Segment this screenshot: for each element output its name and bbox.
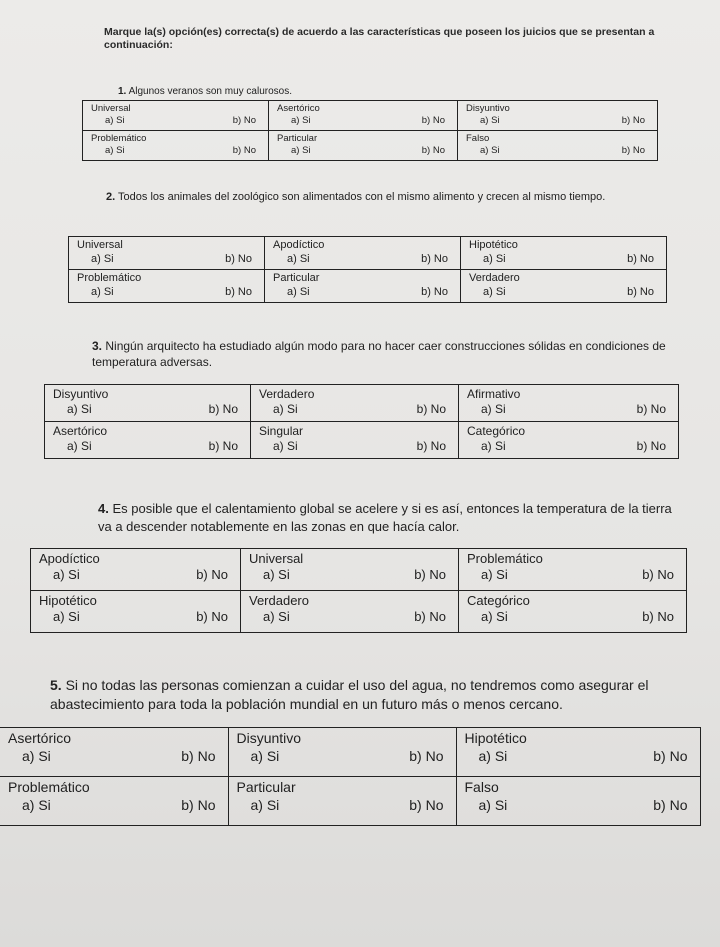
category-label: Categórico [467, 593, 530, 608]
category-label: Particular [236, 779, 296, 795]
answer-no[interactable]: b) No [232, 115, 256, 126]
answer-yes[interactable]: a) Si [67, 402, 92, 416]
category-label: Hipotético [464, 730, 527, 746]
question-text: Todos los animales del zoológico son alimentados con el mismo alimento y crecen al mismo tiempo. [118, 191, 606, 203]
answer-yes[interactable]: a) Si [250, 797, 280, 813]
category-label: Hipotético [469, 239, 518, 251]
answer-yes[interactable]: a) Si [273, 402, 298, 416]
answer-yes[interactable]: a) Si [481, 402, 506, 416]
answer-no[interactable]: b) No [409, 797, 444, 813]
answer-no[interactable]: b) No [181, 797, 216, 813]
answer-yes[interactable]: a) Si [250, 748, 280, 764]
option-cell [251, 385, 459, 422]
answer-yes[interactable]: a) Si [480, 115, 500, 126]
question-text: Algunos veranos son muy calurosos. [128, 86, 292, 97]
option-cell [269, 101, 458, 131]
answer-no[interactable]: b) No [225, 253, 252, 265]
question-number: 1. [118, 86, 127, 97]
answer-yes[interactable]: a) Si [291, 115, 311, 126]
option-cell [83, 131, 269, 161]
answer-no[interactable]: b) No [414, 609, 446, 624]
option-cell [456, 777, 700, 826]
question-1 [118, 84, 638, 100]
option-cell [31, 549, 241, 591]
answer-yes[interactable]: a) Si [291, 145, 311, 156]
answer-yes[interactable]: a) Si [478, 748, 508, 764]
category-label: Falso [464, 779, 499, 795]
question-number: 2. [106, 191, 116, 203]
option-cell [0, 728, 228, 777]
category-label: Afirmativo [467, 387, 521, 401]
option-cell [458, 131, 658, 161]
answer-no[interactable]: b) No [232, 145, 256, 156]
option-cell [83, 101, 269, 131]
category-label: Singular [259, 424, 304, 438]
options-table-3 [44, 384, 679, 459]
option-cell [459, 549, 687, 591]
answer-yes[interactable]: a) Si [53, 609, 80, 624]
option-cell [459, 385, 679, 422]
category-label: Verdadero [469, 272, 520, 284]
category-label: Asertórico [277, 103, 320, 114]
question-4 [98, 500, 688, 536]
answer-yes[interactable]: a) Si [287, 286, 310, 298]
option-cell [31, 591, 241, 633]
answer-yes[interactable]: a) Si [67, 439, 92, 453]
category-label: Particular [273, 272, 320, 284]
answer-no[interactable]: b) No [636, 402, 666, 416]
category-label: Problemático [467, 551, 543, 566]
answer-no[interactable]: b) No [621, 115, 645, 126]
option-cell [269, 131, 458, 161]
answer-yes[interactable]: a) Si [22, 748, 51, 764]
category-label: Apodíctico [39, 551, 100, 566]
options-table-4 [30, 548, 687, 633]
options-table-2 [68, 236, 667, 303]
category-label: Problemático [77, 272, 142, 284]
answer-no[interactable]: b) No [421, 115, 445, 126]
answer-no[interactable]: b) No [421, 286, 448, 298]
category-label: Universal [91, 103, 131, 114]
answer-yes[interactable]: a) Si [483, 253, 506, 265]
category-label: Asertórico [53, 424, 108, 438]
option-cell [241, 591, 459, 633]
answer-yes[interactable]: a) Si [483, 286, 506, 298]
option-cell [228, 728, 456, 777]
option-cell [241, 549, 459, 591]
category-label: Disyuntivo [53, 387, 109, 401]
category-label: Categórico [467, 424, 526, 438]
answer-no[interactable]: b) No [653, 797, 688, 813]
category-label: Verdadero [259, 387, 315, 401]
question-5 [50, 676, 690, 714]
category-label: Falso [466, 133, 490, 144]
answer-no[interactable]: b) No [627, 253, 654, 265]
answer-no[interactable]: b) No [653, 748, 688, 764]
category-label: Disyuntivo [236, 730, 302, 746]
answer-no[interactable]: b) No [636, 439, 666, 453]
question-text: Es posible que el calentamiento global se acelere y si es así, entonces la temperatura de la tierra va a descender notablemente en las zonas en que hacía calor. [98, 501, 672, 534]
question-number: 5. [50, 677, 62, 693]
option-cell [265, 237, 461, 270]
answer-yes[interactable]: a) Si [91, 253, 114, 265]
answer-yes[interactable]: a) Si [273, 439, 298, 453]
answer-no[interactable]: b) No [416, 402, 446, 416]
answer-yes[interactable]: a) Si [478, 797, 508, 813]
answer-yes[interactable]: a) Si [480, 145, 500, 156]
option-cell [69, 237, 265, 270]
instructions: Marque la(s) opción(es) correcta(s) de acuerdo a las características que poseen los juicios que se presentan a continuación: [104, 26, 655, 51]
answer-no[interactable]: b) No [627, 286, 654, 298]
option-cell [456, 728, 700, 777]
category-label: Particular [277, 133, 318, 144]
answer-no[interactable]: b) No [421, 253, 448, 265]
answer-no[interactable]: b) No [621, 145, 645, 156]
question-2 [106, 190, 666, 204]
answer-yes[interactable]: a) Si [91, 286, 114, 298]
option-cell [461, 270, 667, 303]
options-table-5 [0, 727, 701, 826]
answer-no[interactable]: b) No [208, 439, 238, 453]
option-cell [458, 101, 658, 131]
answer-no[interactable]: b) No [421, 145, 445, 156]
option-cell [265, 270, 461, 303]
category-label: Asertórico [8, 730, 72, 746]
category-label: Problemático [8, 779, 90, 795]
question-number: 3. [92, 339, 103, 353]
question-3 [92, 338, 682, 370]
answer-yes[interactable]: a) Si [263, 609, 290, 624]
answer-yes[interactable]: a) Si [105, 145, 125, 156]
answer-no[interactable]: b) No [181, 748, 216, 764]
options-table-1 [82, 100, 658, 161]
question-text: Si no todas las personas comienzan a cuidar el uso del agua, no tendremos como asegurar el abastecimiento para toda la población mundial en un futuro más o menos cercano. [50, 677, 649, 712]
category-label: Disyuntivo [466, 103, 510, 114]
answer-yes[interactable]: a) Si [287, 253, 310, 265]
answer-yes[interactable]: a) Si [481, 567, 508, 582]
question-number: 4. [98, 501, 109, 516]
answer-no[interactable]: b) No [196, 567, 228, 582]
option-cell [459, 422, 679, 459]
answer-no[interactable]: b) No [196, 609, 228, 624]
answer-no[interactable]: b) No [225, 286, 252, 298]
category-label: Hipotético [39, 593, 97, 608]
option-cell [0, 777, 228, 826]
question-text: Ningún arquitecto ha estudiado algún modo para no hacer caer construcciones sólidas en condiciones de temperatura adversas. [92, 339, 666, 369]
option-cell [45, 385, 251, 422]
category-label: Verdadero [249, 593, 309, 608]
answer-yes[interactable]: a) Si [263, 567, 290, 582]
answer-yes[interactable]: a) Si [53, 567, 80, 582]
category-label: Problemático [91, 133, 147, 144]
answer-no[interactable]: b) No [416, 439, 446, 453]
answer-yes[interactable]: a) Si [105, 115, 125, 126]
option-cell [251, 422, 459, 459]
category-label: Universal [77, 239, 123, 251]
category-label: Apodíctico [273, 239, 325, 251]
option-cell [228, 777, 456, 826]
answer-no[interactable]: b) No [414, 567, 446, 582]
option-cell [459, 591, 687, 633]
option-cell [461, 237, 667, 270]
option-cell [69, 270, 265, 303]
answer-no[interactable]: b) No [642, 609, 674, 624]
answer-yes[interactable]: a) Si [481, 439, 506, 453]
answer-yes[interactable]: a) Si [481, 609, 508, 624]
answer-no[interactable]: b) No [642, 567, 674, 582]
option-cell [45, 422, 251, 459]
answer-yes[interactable]: a) Si [22, 797, 51, 813]
answer-no[interactable]: b) No [208, 402, 238, 416]
answer-no[interactable]: b) No [409, 748, 444, 764]
category-label: Universal [249, 551, 304, 566]
